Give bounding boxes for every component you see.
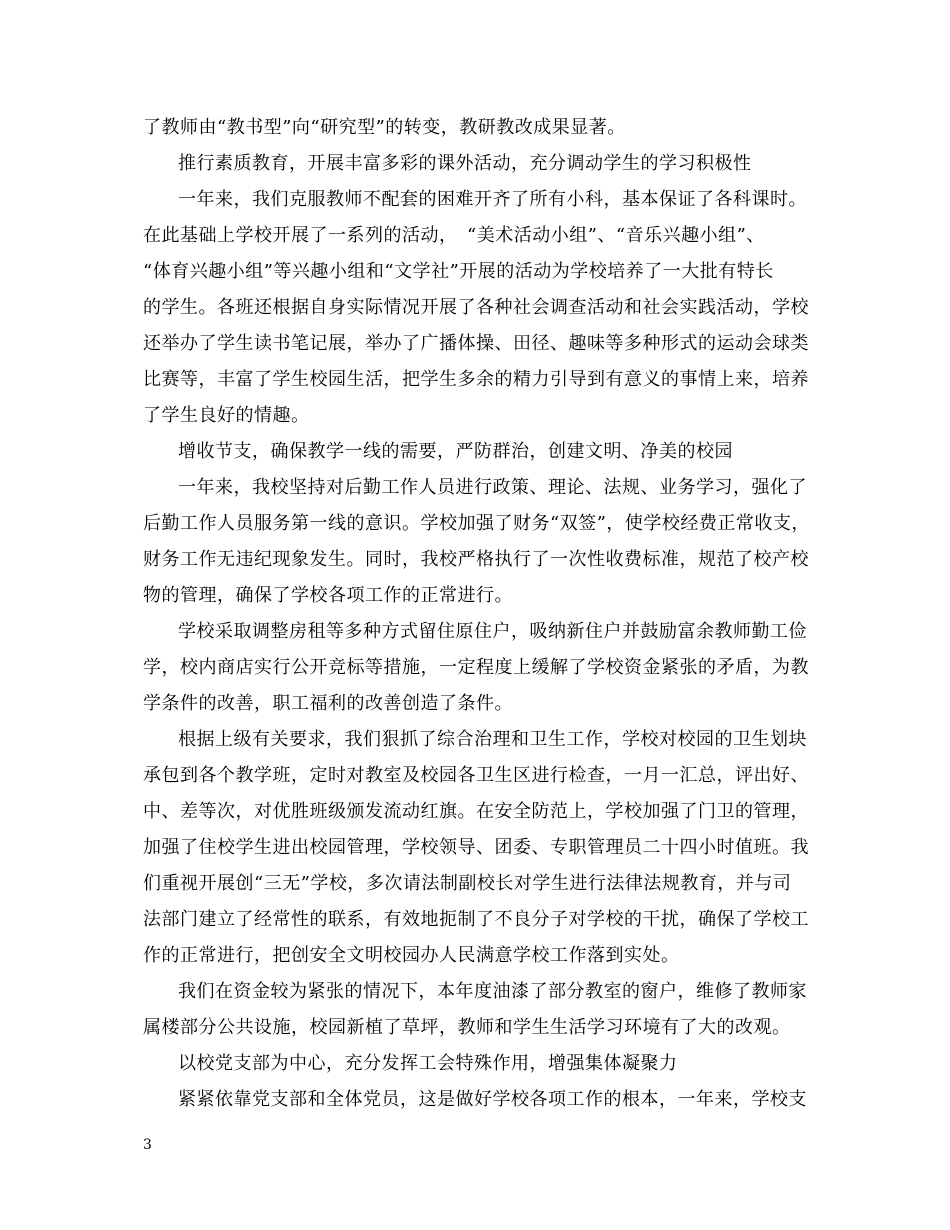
text-line: 承包到各个教学班，定时对教室及校园各卫生区进行检查，一月一汇总，评出好、 [143, 765, 809, 786]
text-line: 学，校内商店实行公开竞标等措施，一定程度上缓解了学校资金紧张的矛盾，为教 [143, 657, 809, 678]
text-line: 属楼部分公共设施，校园新植了草坪，教师和学生生活学习环境有了大的改观。 [143, 1017, 791, 1038]
text-line: 的学生。各班还根据自身实际情况开展了各种社会调查活动和社会实践活动，学校 [143, 297, 809, 318]
text-line: 物的管理，确保了学校各项工作的正常进行。 [143, 585, 513, 606]
section-heading: 以校党支部为中心，充分发挥工会特殊作用，增强集体凝聚力 [178, 1053, 678, 1074]
text-line: 了学生良好的情趣。 [143, 405, 310, 426]
section-heading: 增收节支，确保教学一线的需要，严防群治，创建文明、净美的校园 [178, 441, 733, 462]
text-line: 后勤工作人员服务第一线的意识。学校加强了财务“双签”，使学校经费正常收支， [143, 513, 810, 534]
text-line: 们重视开展创“三无”学校，多次请法制副校长对学生进行法律法规教育，并与司 [143, 873, 792, 894]
text-line: 加强了住校学生进出校园管理，学校领导、团委、专职管理员二十四小时值班。我 [143, 837, 809, 858]
text-line: “体育兴趣小组”等兴趣小组和“文学社”开展的活动为学校培养了一大批有特长 [143, 261, 774, 282]
text-line: 法部门建立了经常性的联系，有效地扼制了不良分子对学校的干扰，确保了学校工 [143, 909, 809, 930]
text-line: 紧紧依靠党支部和全体党员，这是做好学校各项工作的根本，一年来，学校支 [178, 1089, 807, 1110]
text-line: 财务工作无违纪现象发生。同时，我校严格执行了一次性收费标准，规范了校产校 [143, 549, 809, 570]
text-line: 一年来，我校坚持对后勤工作人员进行政策、理论、法规、业务学习，强化了 [178, 477, 807, 498]
text-line: 还举办了学生读书笔记展，举办了广播体操、田径、趣味等多种形式的运动会球类 [143, 333, 809, 354]
text-line: 比赛等，丰富了学生校园生活，把学生多余的精力引导到有意义的事情上来，培养 [143, 369, 809, 390]
section-heading: 推行素质教育，开展丰富多彩的课外活动，充分调动学生的学习积极性 [178, 153, 752, 174]
text-line: 作的正常进行，把创安全文明校园办人民满意学校工作落到实处。 [143, 945, 680, 966]
text-line: 了教师由“教书型”向“研究型”的转变，教研教改成果显著。 [143, 117, 626, 138]
page-number: 3 [143, 1137, 152, 1153]
text-line: 学条件的改善，职工福利的改善创造了条件。 [143, 693, 513, 714]
text-line: 一年来，我们克服教师不配套的困难开齐了所有小科，基本保证了各科课时。 [178, 189, 807, 210]
text-line: 根据上级有关要求，我们狠抓了综合治理和卫生工作，学校对校园的卫生划块 [178, 729, 807, 750]
text-line: 我们在资金较为紧张的情况下，本年度油漆了部分教室的窗户，维修了教师家 [178, 981, 807, 1002]
text-line: 学校采取调整房租等多种方式留住原住户，吸纳新住户并鼓励富余教师勤工俭 [178, 621, 807, 642]
text-line: 中、差等次，对优胜班级颁发流动红旗。在安全防范上，学校加强了门卫的管理， [143, 801, 809, 822]
text-line: 在此基础上学校开展了一系列的活动， “美术活动小组”、“音乐兴趣小组”、 [143, 225, 765, 246]
